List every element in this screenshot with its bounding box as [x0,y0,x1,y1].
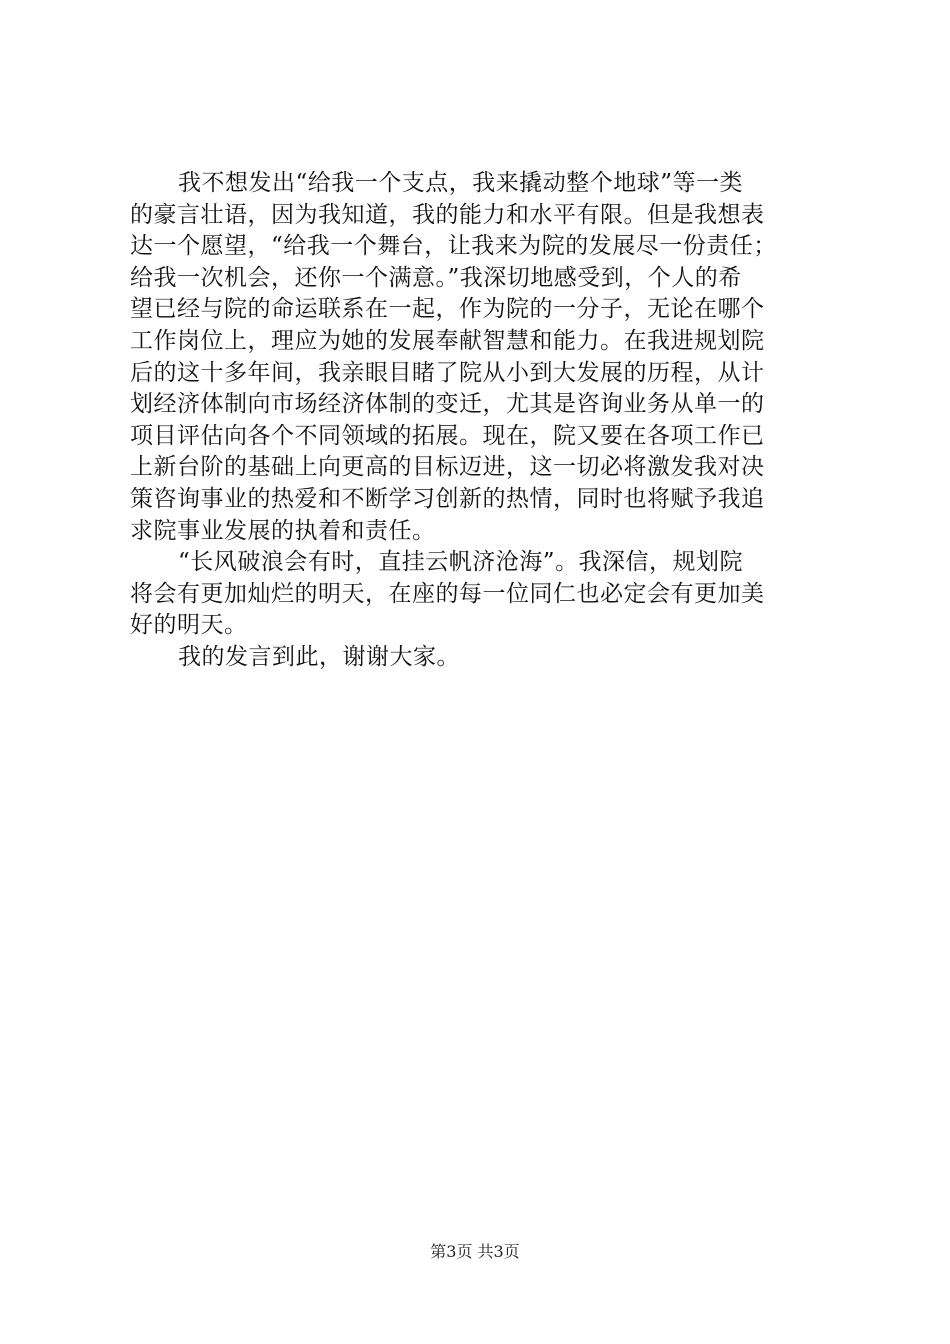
text-line: 我的发言到此，谢谢大家。 [178,643,460,670]
document-body [130,168,830,674]
text-line: 的豪言壮语，因为我知道，我的能力和水平有限。但是我想表 [130,201,765,228]
text-line: 划经济体制向市场经济体制的变迁，尤其是咨询业务从单一的 [130,391,765,418]
paragraph-3 [130,642,830,674]
text-line: 望已经与院的命运联系在一起，作为院的一分子，无论在哪个 [130,296,765,323]
text-line: 我不想发出“给我一个支点，我来撬动整个地球”等一类 [178,170,744,196]
text-line: 给我一次机会，还你一个满意。”我深切地感受到，个人的希 [130,264,742,291]
text-line: 上新台阶的基础上向更高的目标迈进，这一切必将激发我对决 [130,454,765,481]
text-line: 项目评估向各个不同领域的拓展。现在，院又要在各项工作已 [130,422,765,449]
text-line: 工作岗位上，理应为她的发展奉献智慧和能力。在我进规划院 [130,327,765,354]
text-line: 达一个愿望，“给我一个舞台，让我来为院的发展尽一份责任； [130,233,777,260]
text-line: 策咨询事业的热爱和不断学习创新的热情，同时也将赋予我追 [130,485,765,512]
text-line: 好的明天。 [130,612,248,639]
page-number-footer: 第3页 共3页 [430,1242,520,1261]
text-line: 将会有更加灿烂的明天，在座的每一位同仁也必定会有更加美 [130,580,765,607]
paragraph-2 [130,547,830,642]
text-line: 求院事业发展的执着和责任。 [130,517,436,544]
text-line: “长风破浪会有时，直挂云帆济沧海”。我深信，规划院 [178,549,744,576]
paragraph-1 [130,168,830,547]
text-line: 后的这十多年间，我亲眼目睹了院从小到大发展的历程，从计 [130,359,765,386]
